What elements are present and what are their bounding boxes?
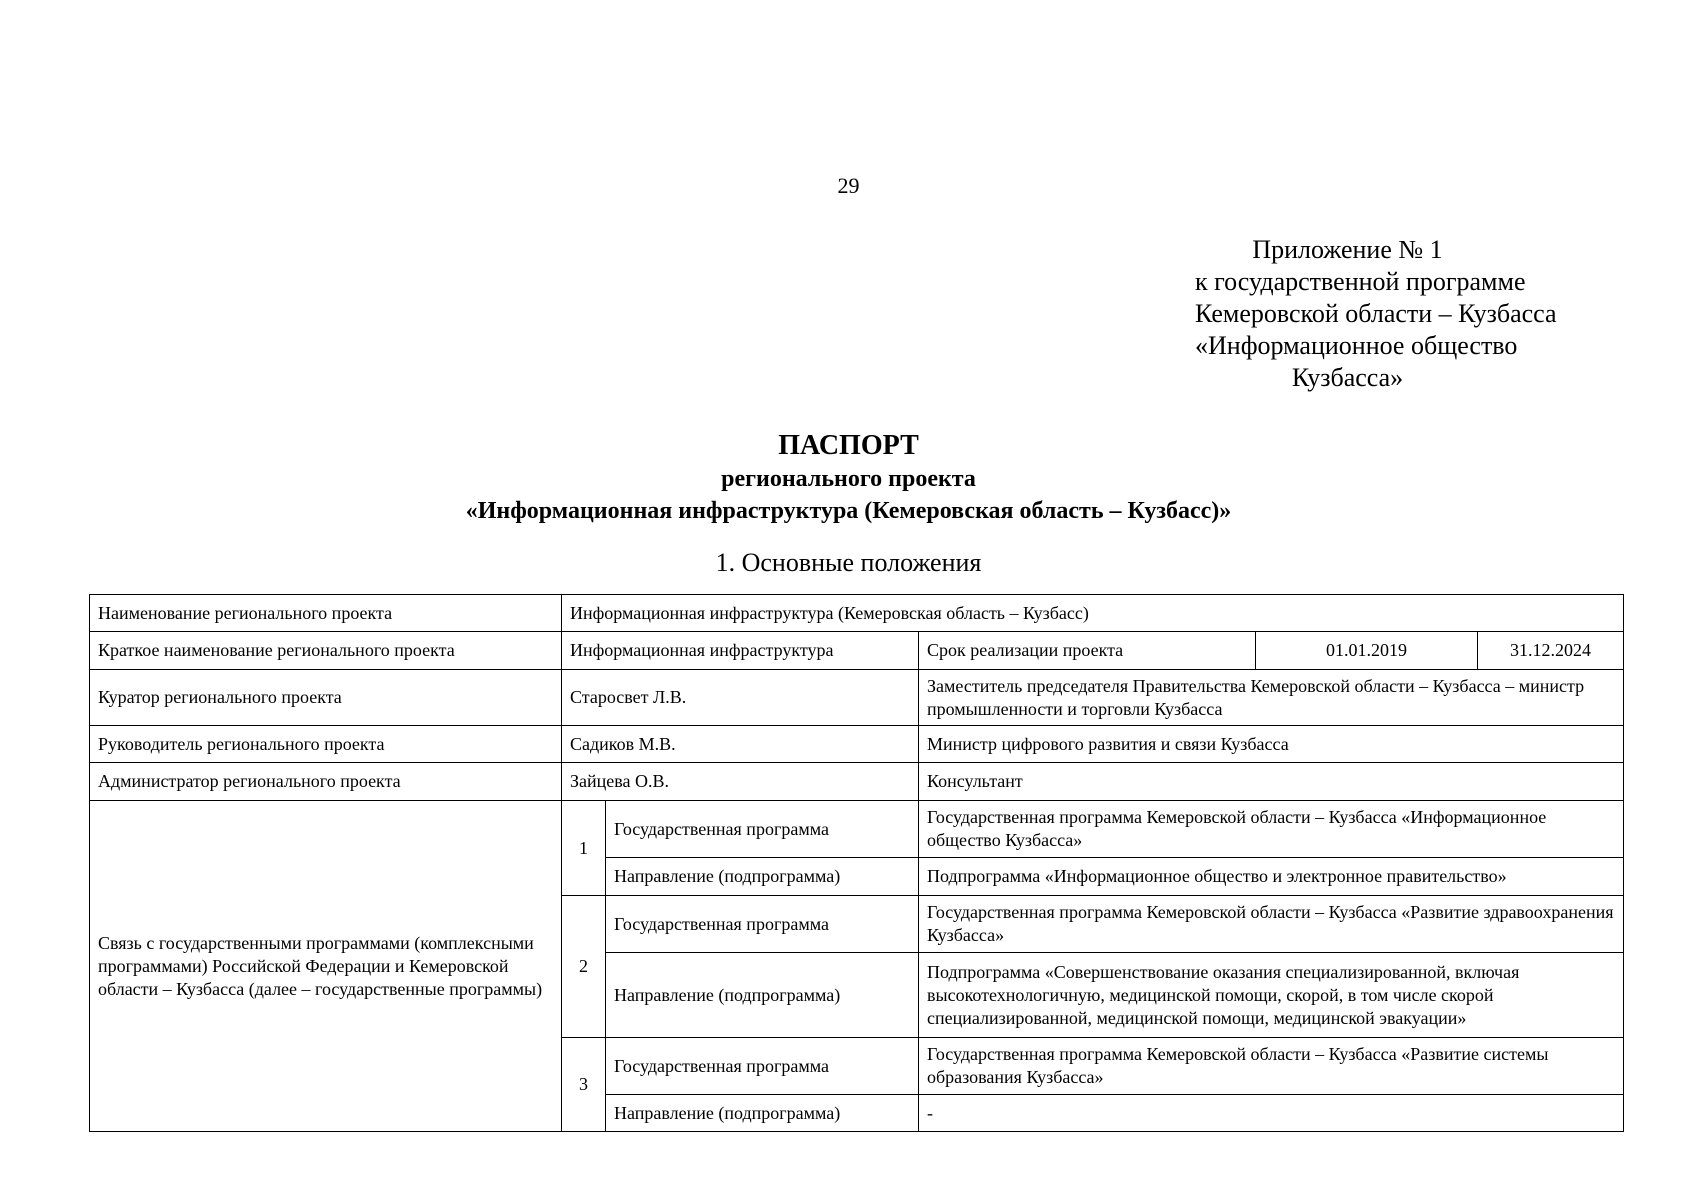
section-title: 1. Основные положения — [715, 548, 982, 577]
table-row — [90, 726, 1624, 763]
curator-position: Заместитель председателя Правительства Кемеровской области – Кузбасса – министр промышленности и торговли Кузбасса — [919, 670, 1624, 726]
direction-label: Направление (подпрограмма) — [606, 858, 919, 896]
appendix-line: Кузбасса» — [1291, 363, 1404, 392]
appendix-line: «Информационное общество — [1195, 331, 1518, 360]
program-value: Государственная программа Кемеровской области – Кузбасса «Развитие здравоохранения Кузбасса» — [919, 896, 1624, 953]
term-start-date: 01.01.2019 — [1256, 632, 1478, 670]
program-label: Государственная программа — [606, 1038, 919, 1095]
project-name-label: Наименование регионального проекта — [90, 595, 562, 632]
direction-value: - — [919, 1095, 1624, 1132]
programs-link-label: Связь с государственными программами (комплексными программами) Российской Федерации и Кемеровской области – Кузбасса (далее – государственные программы) — [90, 801, 562, 1132]
program-label: Государственная программа — [606, 801, 919, 858]
head-label: Руководитель регионального проекта — [90, 726, 562, 763]
program-label: Государственная программа — [606, 896, 919, 953]
table-row — [90, 670, 1624, 726]
head-position: Министр цифрового развития и связи Кузбасса — [919, 726, 1624, 763]
term-label: Срок реализации проекта — [919, 632, 1256, 670]
direction-value: Подпрограмма «Информационное общество и электронное правительство» — [919, 858, 1624, 896]
title-line-2: регионального проекта — [721, 466, 976, 492]
curator-name: Старосвет Л.В. — [562, 670, 919, 726]
page-number: 29 — [837, 173, 860, 198]
direction-value: Подпрограмма «Совершенствование оказания специализированной, включая высокотехнологичную, медицинской помощи, скорой, в том числе скорой специализированной, медицинской помощи, медицинской эвакуации» — [919, 953, 1624, 1038]
head-name: Садиков М.В. — [562, 726, 919, 763]
table-row — [90, 763, 1624, 801]
appendix-line: Кемеровской области – Кузбасса — [1195, 299, 1557, 328]
program-number: 1 — [562, 801, 606, 896]
appendix-header — [1195, 234, 1557, 394]
table-row — [90, 632, 1624, 670]
title-line-3: «Информационная инфраструктура (Кемеровская область – Кузбасс)» — [465, 498, 1232, 524]
appendix-line: Приложение № 1 — [1252, 235, 1443, 264]
program-number: 3 — [562, 1038, 606, 1132]
project-name-value: Информационная инфраструктура (Кемеровская область – Кузбасс) — [562, 595, 1624, 632]
title-main: ПАСПОРТ — [778, 430, 919, 461]
direction-label: Направление (подпрограмма) — [606, 953, 919, 1038]
curator-label: Куратор регионального проекта — [90, 670, 562, 726]
direction-label: Направление (подпрограмма) — [606, 1095, 919, 1132]
program-value: Государственная программа Кемеровской области – Кузбасса «Информационное общество Кузбасса» — [919, 801, 1624, 858]
program-value: Государственная программа Кемеровской области – Кузбасса «Развитие системы образования Кузбасса» — [919, 1038, 1624, 1095]
administrator-label: Администратор регионального проекта — [90, 763, 562, 801]
term-end-date: 31.12.2024 — [1478, 632, 1624, 670]
administrator-position: Консультант — [919, 763, 1624, 801]
short-name-value: Информационная инфраструктура — [562, 632, 919, 670]
table-row — [90, 801, 1624, 858]
passport-table — [89, 594, 1624, 1132]
administrator-name: Зайцева О.В. — [562, 763, 919, 801]
table-row — [90, 595, 1624, 632]
short-name-label: Краткое наименование регионального проекта — [90, 632, 562, 670]
document-title — [0, 429, 1697, 527]
program-number: 2 — [562, 896, 606, 1038]
appendix-line: к государственной программе — [1195, 267, 1526, 296]
